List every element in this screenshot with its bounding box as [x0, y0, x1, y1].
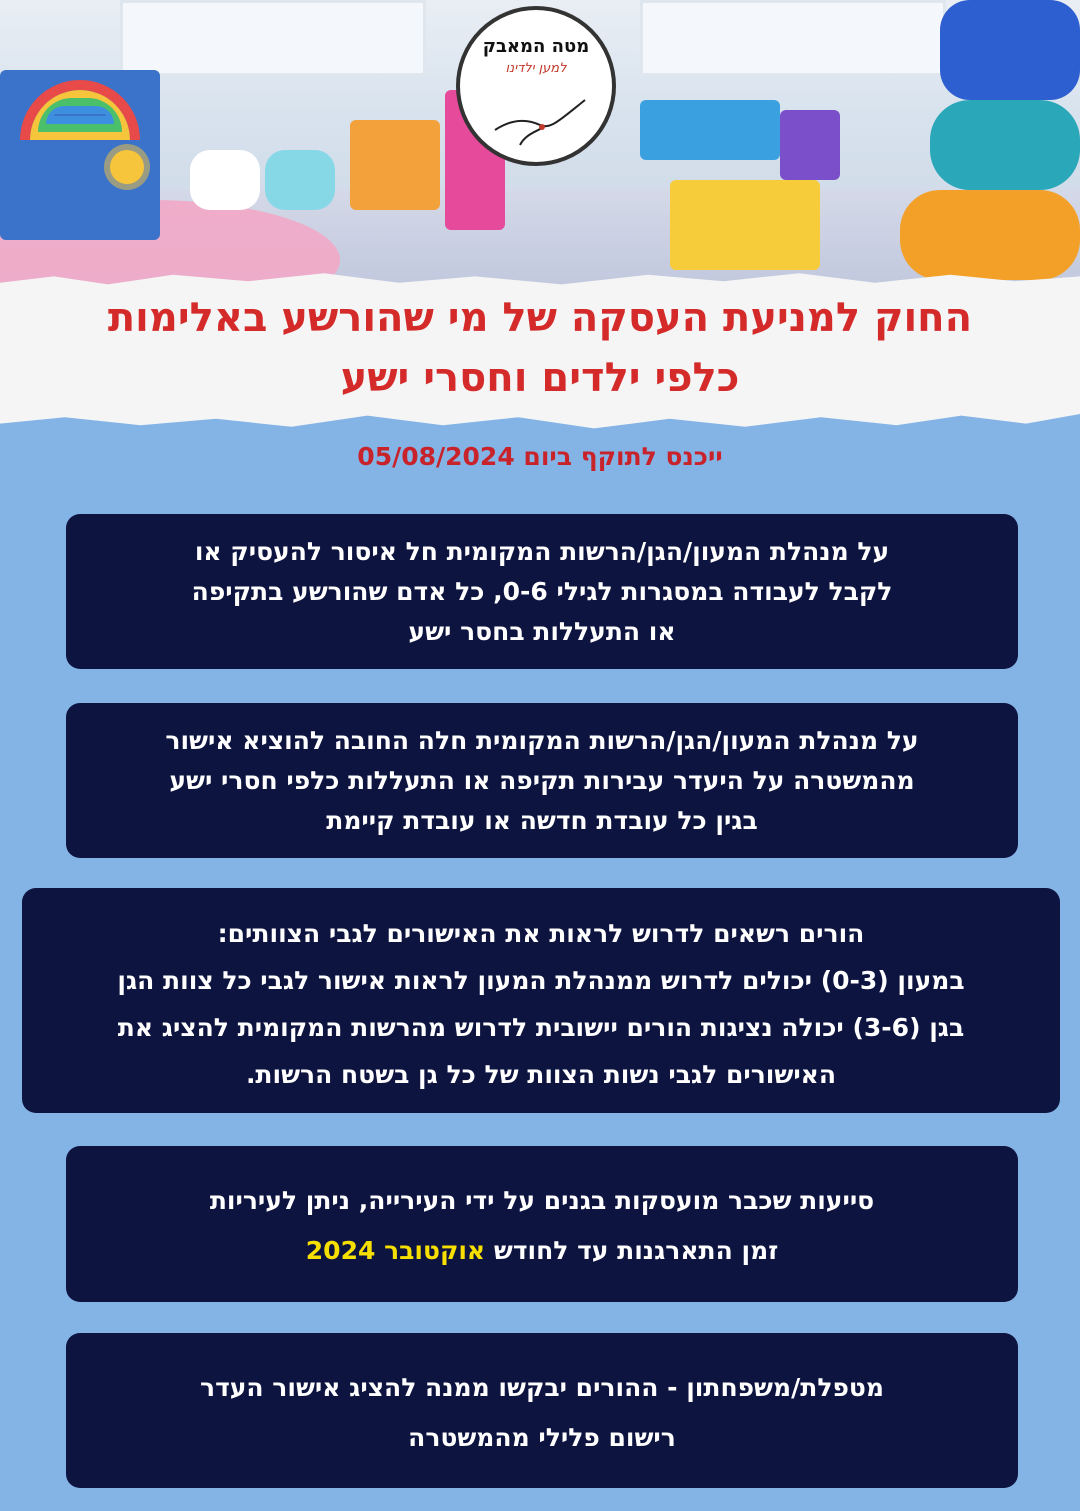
page-title	[0, 288, 1080, 408]
soft-cushion	[930, 100, 1080, 190]
card-line: סייעות שכבר מועסקות בגנים על ידי העירייה, ניתן לעיריות	[209, 1186, 875, 1215]
hands-icon	[490, 90, 590, 150]
toy-car	[190, 150, 260, 210]
info-card-police-clearance	[66, 703, 1018, 858]
soft-cushion	[940, 0, 1080, 100]
soft-cushion	[900, 190, 1080, 280]
info-card-daycare	[66, 1333, 1018, 1488]
card-line: האישורים לגבי נשות הצוות של כל גן בשטח הרשות.	[245, 1060, 837, 1089]
card-line: על מנהלת המעון/הגן/הרשות המקומית חלה החובה להוציא אישור	[165, 726, 919, 755]
logo-name: מטה המאבק	[482, 36, 590, 57]
card-line: הורים רשאים לדרוש לראות את האישורים לגבי הצוותים:	[217, 919, 865, 948]
toy-car	[265, 150, 335, 210]
info-card-parents-rights	[22, 888, 1060, 1113]
card-line: לקבל לעבודה במסגרות לגילי 0-6, כל אדם שהורשע בתקיפה	[191, 577, 893, 606]
card-line: במעון (0-3) יכולים לדרוש ממנהלת המעון לראות אישור לגבי כל צוות הגן	[117, 966, 965, 995]
card-line	[106, 1226, 978, 1276]
window	[640, 0, 946, 76]
card-line: בגן (3-6) יכולה נציגות הורים יישובית לדרוש מהרשות המקומית להציג את	[117, 1013, 965, 1042]
card-line: מטפלת/משפחתון - ההורים יבקשו ממנה להציג אישור העדר	[200, 1373, 884, 1402]
toy-block	[780, 110, 840, 180]
card-line: על מנהלת המעון/הגן/הרשות המקומית חל איסור להעסיק או	[194, 537, 890, 566]
title-line-1: החוק למניעת העסקה של מי שהורשע באלימות	[107, 295, 973, 341]
toy-box	[350, 120, 440, 210]
sun-decoration	[110, 150, 144, 184]
logo-tagline: למען ילדינו	[505, 61, 567, 76]
window	[120, 0, 426, 76]
toy-block	[640, 100, 780, 160]
organization-logo	[456, 6, 616, 166]
effective-date: ייכנס לתוקף ביום 05/08/2024	[357, 442, 723, 471]
card-line: מהמשטרה על היעדר עבירות תקיפה או התעללות כלפי חסרי ישע	[169, 766, 915, 795]
info-card-employment-ban	[66, 514, 1018, 669]
toy-block	[670, 180, 820, 270]
title-line-2: כלפי ילדים וחסרי ישע	[340, 355, 740, 401]
card-line: או התעללות בחסר ישע	[408, 617, 676, 646]
deadline-highlight: אוקטובר 2024	[305, 1236, 486, 1265]
card-line: רישום פלילי מהמשטרה	[408, 1423, 676, 1452]
card-line: בגין כל עובדת חדשה או עובדת קיימת	[326, 806, 758, 835]
deadline-prefix: זמן התארגנות עד לחודש	[493, 1236, 779, 1265]
info-card-assistants-deadline	[66, 1146, 1018, 1302]
